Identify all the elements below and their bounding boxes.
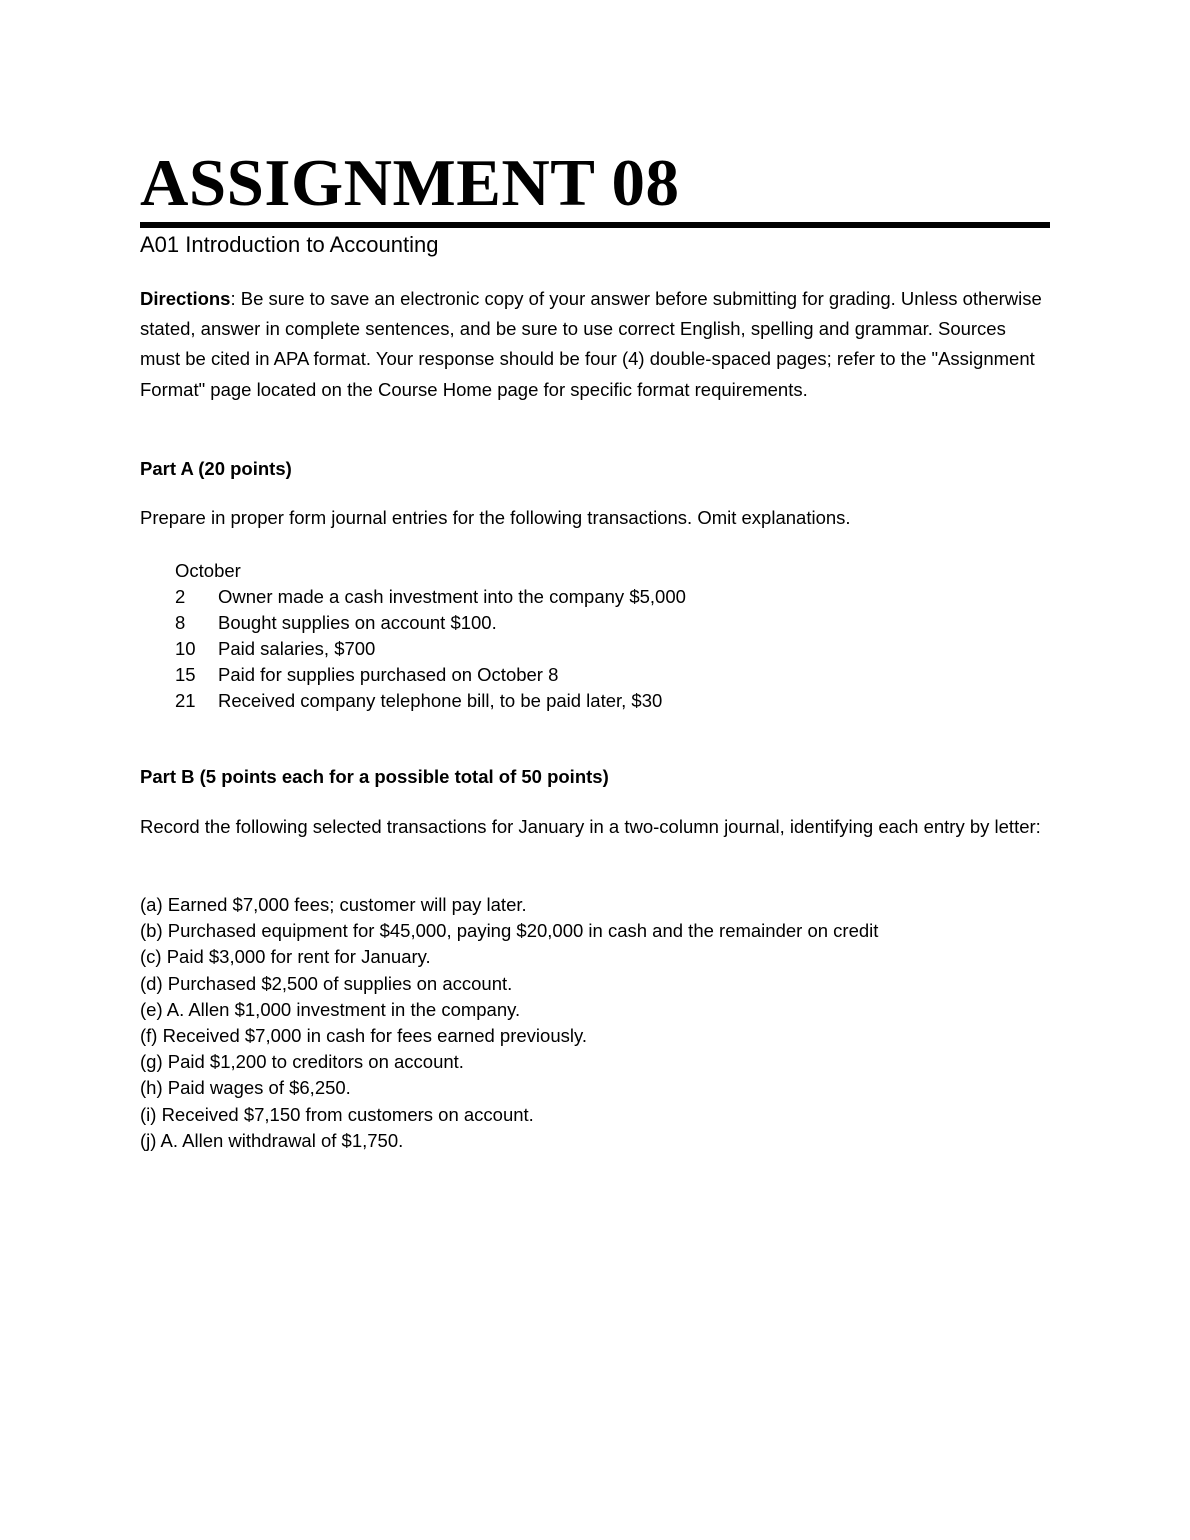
transaction-text: Paid for supplies purchased on October 8 [218, 664, 559, 685]
transaction-row [175, 688, 686, 714]
directions-paragraph [140, 284, 1050, 405]
list-item: (h) Paid wages of $6,250. [140, 1077, 351, 1099]
title-underline-rule [140, 222, 1050, 228]
transaction-day: 21 [175, 690, 196, 711]
list-item: (c) Paid $3,000 for rent for January. [140, 946, 431, 968]
transaction-row [175, 610, 686, 636]
directions-text: : Be sure to save an electronic copy of your answer before submitting for grading. Unless otherwise stated, answer in complete sentences, and be sure to use correct English, spelling and grammar. Sources must be cited in APA format. Your response should be four (4) double-spaced pages; refer to the "Assignment Format" page located on the Course Home page for specific format requirements. [140, 288, 1042, 400]
transaction-row [175, 662, 686, 688]
part-a-heading: Part A (20 points) [140, 458, 292, 479]
list-item: (i) Received $7,150 from customers on account. [140, 1103, 534, 1125]
list-item: (e) A. Allen $1,000 investment in the company. [140, 998, 521, 1020]
transaction-day: 15 [175, 664, 196, 685]
transactions-month: October [175, 560, 241, 581]
list-item: (b) Purchased equipment for $45,000, paying $20,000 in cash and the remainder on credit [140, 920, 879, 942]
part-b-items [140, 892, 878, 1154]
list-item: (a) Earned $7,000 fees; customer will pay later. [140, 894, 527, 915]
part-a-transactions [175, 558, 686, 714]
transaction-day: 8 [175, 612, 186, 633]
part-a-instruction: Prepare in proper form journal entries for the following transactions. Omit explanations. [140, 507, 851, 528]
transaction-text: Paid salaries, $700 [218, 638, 376, 659]
transaction-row [175, 636, 686, 662]
part-b-instruction: Record the following selected transactions for January in a two-column journal, identifying each entry by letter: [140, 816, 1041, 837]
part-b-heading: Part B (5 points each for a possible total of 50 points) [140, 766, 609, 787]
directions-label: Directions [140, 288, 231, 309]
transaction-day: 2 [175, 586, 186, 607]
transaction-text: Bought supplies on account $100. [218, 612, 497, 633]
list-item: (g) Paid $1,200 to creditors on account. [140, 1051, 464, 1073]
transaction-text: Received company telephone bill, to be paid later, $30 [218, 690, 663, 711]
transaction-day: 10 [175, 638, 196, 659]
transaction-row [175, 584, 686, 610]
list-item: (d) Purchased $2,500 of supplies on account. [140, 972, 513, 994]
transaction-text: Owner made a cash investment into the company $5,000 [218, 586, 686, 607]
list-item: (j) A. Allen withdrawal of $1,750. [140, 1129, 404, 1151]
page-title: ASSIGNMENT 08 [140, 146, 680, 220]
course-subtitle: A01 Introduction to Accounting [140, 232, 439, 257]
list-item: (f) Received $7,000 in cash for fees earned previously. [140, 1025, 587, 1047]
